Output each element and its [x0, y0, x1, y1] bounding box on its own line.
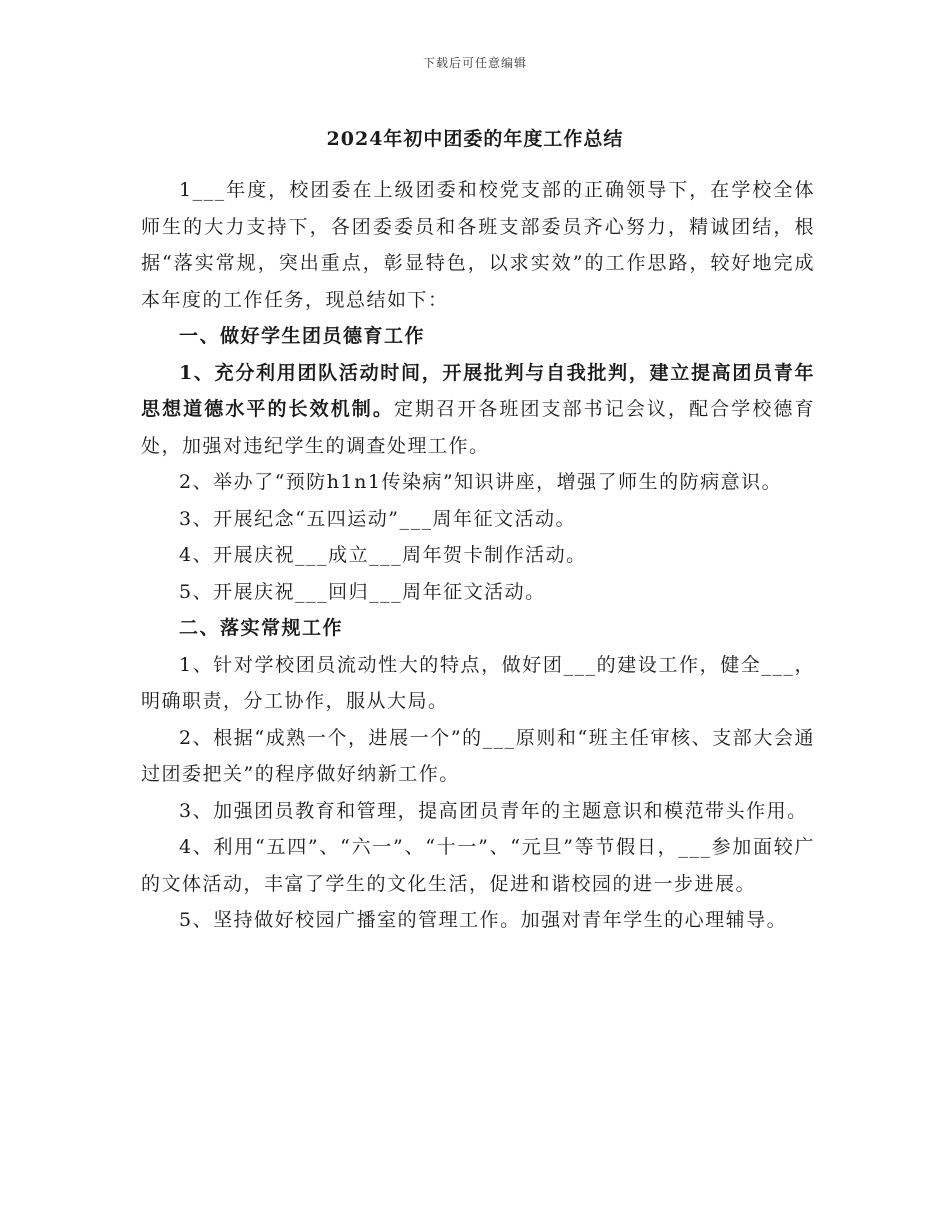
section-heading-2: 二、落实常规工作 [179, 617, 344, 639]
section1-item-1 [141, 355, 815, 465]
section1-item-1-rest: 定期召开各班团支部书记会议，配合学校德育处，加强对违纪学生的调查处理工作。 [141, 398, 815, 457]
document-body [141, 172, 815, 939]
section1-item-1-emphasis: 1、充分利用团队活动时间，开展批判与自我批判，建立提高团员青年思想道德水平的长效机制。 [141, 361, 815, 420]
section1-item-2: 2、举办了“预防h1n1传染病”知识讲座，增强了师生的防病意识。 [179, 471, 783, 493]
section2-item-4: 4、利用“五四”、“六一”、“十一”、“元旦”等节假日，___参加面较广的文体活动，丰富了学生的文化生活，促进和谐校园的进一步进展。 [141, 836, 815, 895]
header-note: 下载后可任意编辑 [422, 56, 527, 70]
intro-paragraph: 1___年度，校团委在上级团委和校党支部的正确领导下，在学校全体师生的大力支持下，各团委委员和各班支部委员齐心努力，精诚团结，根据“落实常规，突出重点，彰显特色，以求实效”的工作思路，较好地完成本年度的工作任务，现总结如下： [141, 179, 815, 311]
section2-item-2: 2、根据“成熟一个，进展一个”的___原则和“班主任审核、支部大会通过团委把关”的程序做好纳新工作。 [141, 726, 815, 785]
section2-item-5: 5、坚持做好校园广播室的管理工作。加强对青年学生的心理辅导。 [179, 909, 788, 931]
section2-item-3: 3、加强团员教育和管理，提高团员青年的主题意识和模范带头作用。 [179, 799, 808, 822]
section-heading-1: 一、做好学生团员德育工作 [179, 325, 426, 347]
section1-item-5: 5、开展庆祝___回归___周年征文活动。 [179, 580, 546, 603]
section2-item-1: 1、针对学校团员流动性大的特点，做好团___的建设工作，健全___，明确职责，分工协作，服从大局。 [141, 653, 815, 712]
section1-item-3: 3、开展纪念“五四运动”___周年征文活动。 [179, 507, 577, 530]
document-title: 2024年初中团委的年度工作总结 [326, 128, 624, 150]
section1-item-4: 4、开展庆祝___成立___周年贺卡制作活动。 [179, 544, 587, 566]
